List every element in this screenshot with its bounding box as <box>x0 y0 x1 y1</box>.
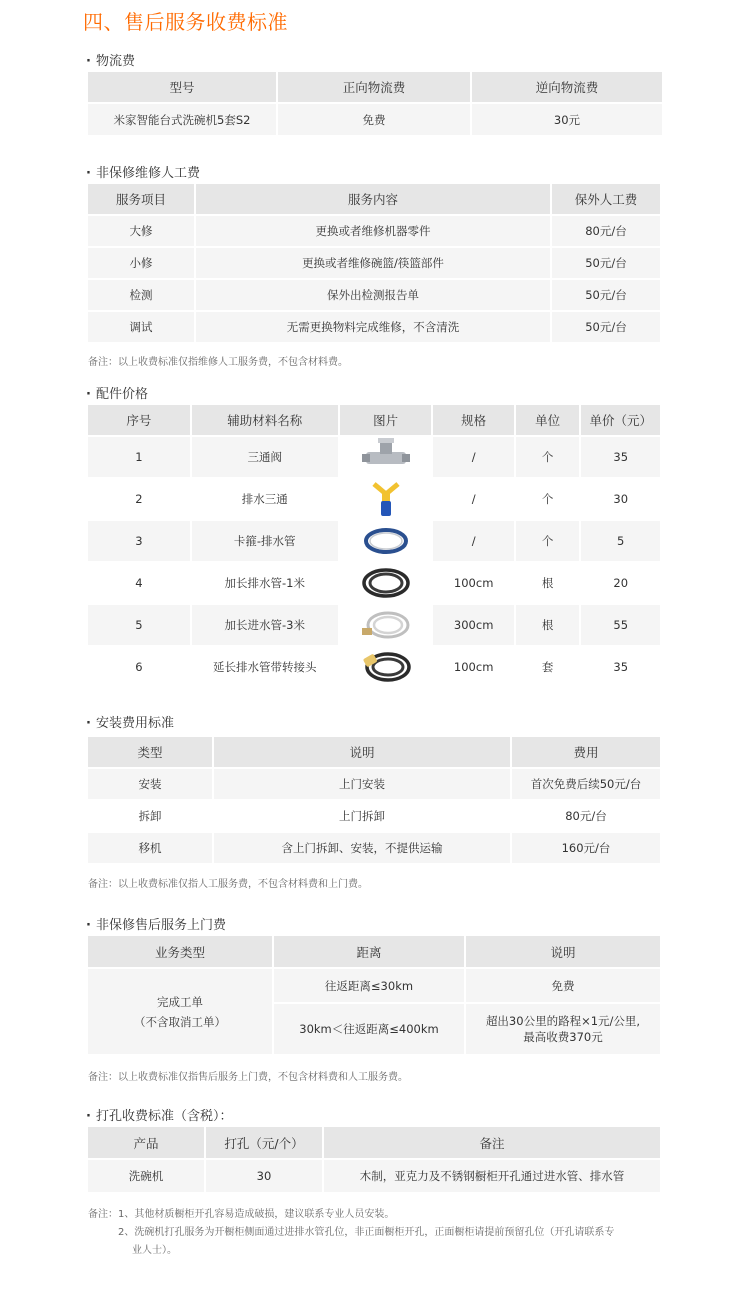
tee-valve-icon <box>340 437 432 477</box>
table-cell: 排水三通 <box>192 479 338 519</box>
table-cell: 上门拆卸 <box>214 801 510 831</box>
drilling-note-line: 备注：1、其他材质橱柜开孔容易造成破损，建议联系专业人员安装。 <box>88 1209 395 1220</box>
table-cell: 55 <box>581 605 660 645</box>
section-heading-drilling: · 打孔收费标准（含税）： <box>86 1105 232 1124</box>
table-cell: 个 <box>516 437 579 477</box>
visit-note: 备注：以上收费标准仅指售后服务上门费，不包含材料费和人工服务费。 <box>88 1072 408 1083</box>
hose-clamp-icon <box>340 521 432 561</box>
table-cell: 35 <box>581 647 660 687</box>
inlet-hose-icon <box>340 605 432 645</box>
table-cell: 延长排水管带转接头 <box>192 647 338 687</box>
table-cell: 根 <box>516 605 579 645</box>
table-cell: 30元 <box>472 104 662 135</box>
table-cell: 5 <box>581 521 660 561</box>
table-cell: 大修 <box>88 216 194 246</box>
header-cell: 距离 <box>274 936 464 967</box>
drain-tee-icon <box>340 479 432 519</box>
table-cell: 卡箍-排水管 <box>192 521 338 561</box>
section-heading-parts: · 配件价格 <box>86 383 148 402</box>
table-cell: 50元/台 <box>552 312 660 342</box>
fee-description-cell <box>466 1004 660 1054</box>
drilling-table <box>86 1125 662 1194</box>
header-cell: 规格 <box>433 405 514 435</box>
fee-description-line: 最高收费370元 <box>523 1030 603 1044</box>
table-cell: 20 <box>581 563 660 603</box>
drilling-note <box>88 1206 614 1260</box>
table-cell: 木制，亚克力及不锈钢橱柜开孔通过进水管、排水管 <box>324 1160 660 1192</box>
install-note: 备注：以上收费标准仅指人工服务费，不包含材料费和上门费。 <box>88 879 368 890</box>
table-cell: 30 <box>206 1160 322 1192</box>
drain-hose-icon <box>340 563 432 603</box>
table-cell: 50元/台 <box>552 280 660 310</box>
table-cell: 米家智能台式洗碗机5套S2 <box>88 104 276 135</box>
table-cell: 加长进水管-3米 <box>192 605 338 645</box>
business-type-cell <box>88 969 272 1054</box>
header-cell: 产品 <box>88 1127 204 1158</box>
header-cell: 打孔（元/个） <box>206 1127 322 1158</box>
table-cell: 3 <box>88 521 190 561</box>
header-cell: 服务内容 <box>196 184 550 214</box>
table-cell: 洗碗机 <box>88 1160 204 1192</box>
table-cell: 上门安装 <box>214 769 510 799</box>
table-cell: 无需更换物料完成维修，不含清洗 <box>196 312 550 342</box>
table-cell: 首次免费后续50元/台 <box>512 769 660 799</box>
header-cell: 正向物流费 <box>278 72 470 102</box>
header-cell: 说明 <box>466 936 660 967</box>
page-title: 四、售后服务收费标准 <box>83 10 288 34</box>
table-cell: 300cm <box>433 605 514 645</box>
logistics-table <box>86 70 664 137</box>
table-cell: 加长排水管-1米 <box>192 563 338 603</box>
header-cell: 费用 <box>512 737 660 767</box>
header-cell: 型号 <box>88 72 276 102</box>
header-cell: 单价（元） <box>581 405 660 435</box>
visit-table <box>86 934 662 1056</box>
header-cell: 备注 <box>324 1127 660 1158</box>
table-cell: 移机 <box>88 833 212 863</box>
header-cell: 保外人工费 <box>552 184 660 214</box>
table-cell: 1 <box>88 437 190 477</box>
table-cell: 三通阀 <box>192 437 338 477</box>
section-heading-labor: · 非保修维修人工费 <box>86 162 200 181</box>
table-cell: 个 <box>516 521 579 561</box>
drilling-note-line: 2、洗碗机打孔服务为开橱柜侧面通过进排水管孔位，非正面橱柜开孔，正面橱柜请提前预留孔位（开孔请联系专 <box>118 1227 615 1238</box>
table-cell: 30km＜往返距离≤400km <box>274 1004 464 1054</box>
table-cell: 更换或者维修碗篮/筷篮部件 <box>196 248 550 278</box>
table-cell: / <box>433 521 514 561</box>
table-cell: / <box>433 437 514 477</box>
labor-table <box>86 182 662 344</box>
parts-table <box>86 403 662 689</box>
table-cell: 30 <box>581 479 660 519</box>
business-type-subline: （不含取消工单） <box>134 1014 226 1029</box>
labor-note: 备注：以上收费标准仅指维修人工服务费，不包含材料费。 <box>88 357 348 368</box>
header-cell: 类型 <box>88 737 212 767</box>
table-cell: 4 <box>88 563 190 603</box>
table-cell: 根 <box>516 563 579 603</box>
extension-hose-icon <box>340 647 432 687</box>
table-cell: 160元/台 <box>512 833 660 863</box>
table-cell: 安装 <box>88 769 212 799</box>
table-cell: 保外出检测报告单 <box>196 280 550 310</box>
header-cell: 业务类型 <box>88 936 272 967</box>
table-cell: 100cm <box>433 647 514 687</box>
table-cell: 拆卸 <box>88 801 212 831</box>
header-cell: 单位 <box>516 405 579 435</box>
table-cell: 个 <box>516 479 579 519</box>
header-cell: 图片 <box>340 405 432 435</box>
table-cell: 2 <box>88 479 190 519</box>
fee-description-line: 超出30公里的路程×1元/公里, <box>485 1014 641 1028</box>
table-cell: 小修 <box>88 248 194 278</box>
header-cell: 服务项目 <box>88 184 194 214</box>
table-cell: 免费 <box>466 969 660 1002</box>
table-cell: 调试 <box>88 312 194 342</box>
section-heading-logistics: · 物流费 <box>86 50 135 69</box>
header-cell: 逆向物流费 <box>472 72 662 102</box>
section-heading-visit: · 非保修售后服务上门费 <box>86 914 226 933</box>
section-heading-install: · 安装费用标准 <box>86 712 174 731</box>
table-cell: 套 <box>516 647 579 687</box>
table-cell: 检测 <box>88 280 194 310</box>
table-cell: 80元/台 <box>552 216 660 246</box>
table-cell: / <box>433 479 514 519</box>
header-cell: 辅助材料名称 <box>192 405 338 435</box>
table-cell: 免费 <box>278 104 470 135</box>
drilling-note-line: 业人士）。 <box>132 1245 177 1256</box>
table-cell: 50元/台 <box>552 248 660 278</box>
table-cell: 含上门拆卸、安装，不提供运输 <box>214 833 510 863</box>
business-type-line: 完成工单 <box>157 994 203 1009</box>
header-cell: 说明 <box>214 737 510 767</box>
table-cell: 5 <box>88 605 190 645</box>
table-cell: 80元/台 <box>512 801 660 831</box>
header-cell: 序号 <box>88 405 190 435</box>
table-cell: 35 <box>581 437 660 477</box>
table-cell: 100cm <box>433 563 514 603</box>
install-table <box>86 735 662 865</box>
table-cell: 6 <box>88 647 190 687</box>
table-cell: 更换或者维修机器零件 <box>196 216 550 246</box>
table-cell: 往返距离≤30km <box>274 969 464 1002</box>
